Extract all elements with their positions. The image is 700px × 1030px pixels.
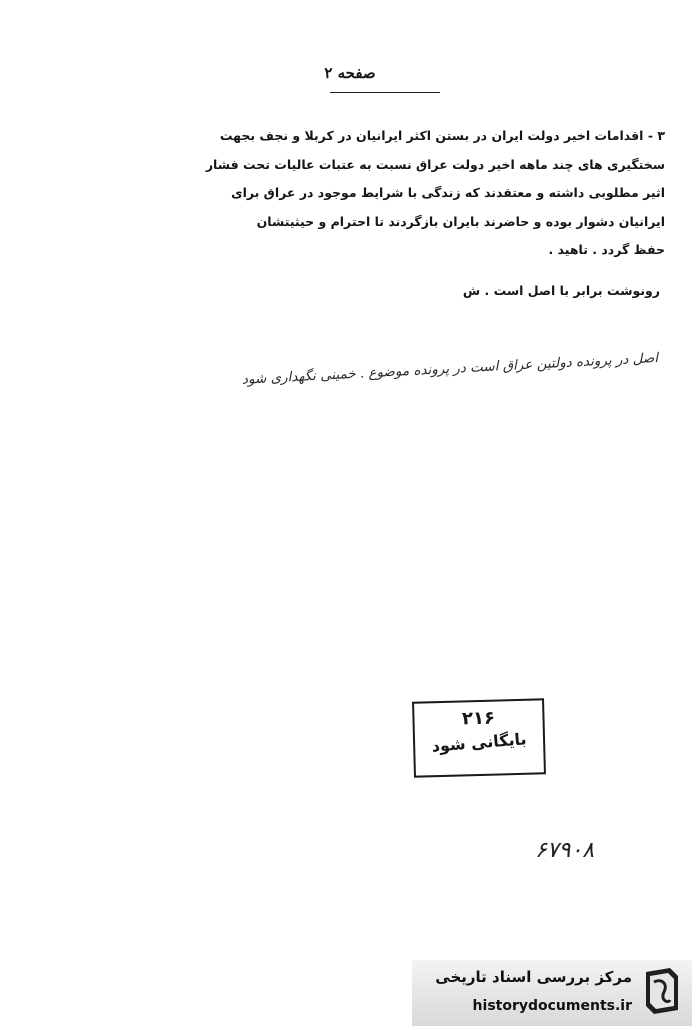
stamp-text: بایگانی شود bbox=[430, 729, 528, 756]
body-line: ایرانیان دشوار بوده و حاضرند بایران بازگردند تا احترام و حیثیتشان bbox=[256, 213, 665, 229]
page-number-label: صفحه ۲ bbox=[324, 64, 376, 82]
footer-org-name: مرکز بررسی اسناد تاریخی bbox=[435, 968, 632, 986]
stamp-number: ۲۱۶ bbox=[461, 707, 496, 730]
handwritten-note: اصل در پرونده دولتین عراق است در پرونده موضوع . خمینی نگهداری شود bbox=[241, 350, 659, 388]
body-line: ۳ - اقدامات اخیر دولت ایران در بستن اکثر ایرانیان در کربلا و نجف بجهت bbox=[219, 128, 665, 143]
page-number-underline bbox=[330, 92, 440, 93]
footer-website: historydocuments.ir bbox=[472, 998, 632, 1014]
archive-stamp bbox=[412, 698, 546, 777]
body-line: حفظ گردد . تاهید . bbox=[548, 242, 665, 257]
archive-logo-icon bbox=[640, 966, 684, 1016]
certification-line: رونوشت برابر با اصل است . ش bbox=[462, 283, 660, 298]
body-line: اثیر مطلوبی داشته و معتقدند که زندگی با شرایط موجود در عراق برای bbox=[231, 185, 665, 200]
archive-number: ۶۷۹۰۸ bbox=[535, 838, 595, 863]
body-line: سختگیری های چند ماهه اخیر دولت عراق نسبت به عتبات عالیات تحت فشار bbox=[205, 156, 665, 172]
document-body bbox=[40, 122, 665, 265]
footer-watermark bbox=[412, 960, 692, 1026]
